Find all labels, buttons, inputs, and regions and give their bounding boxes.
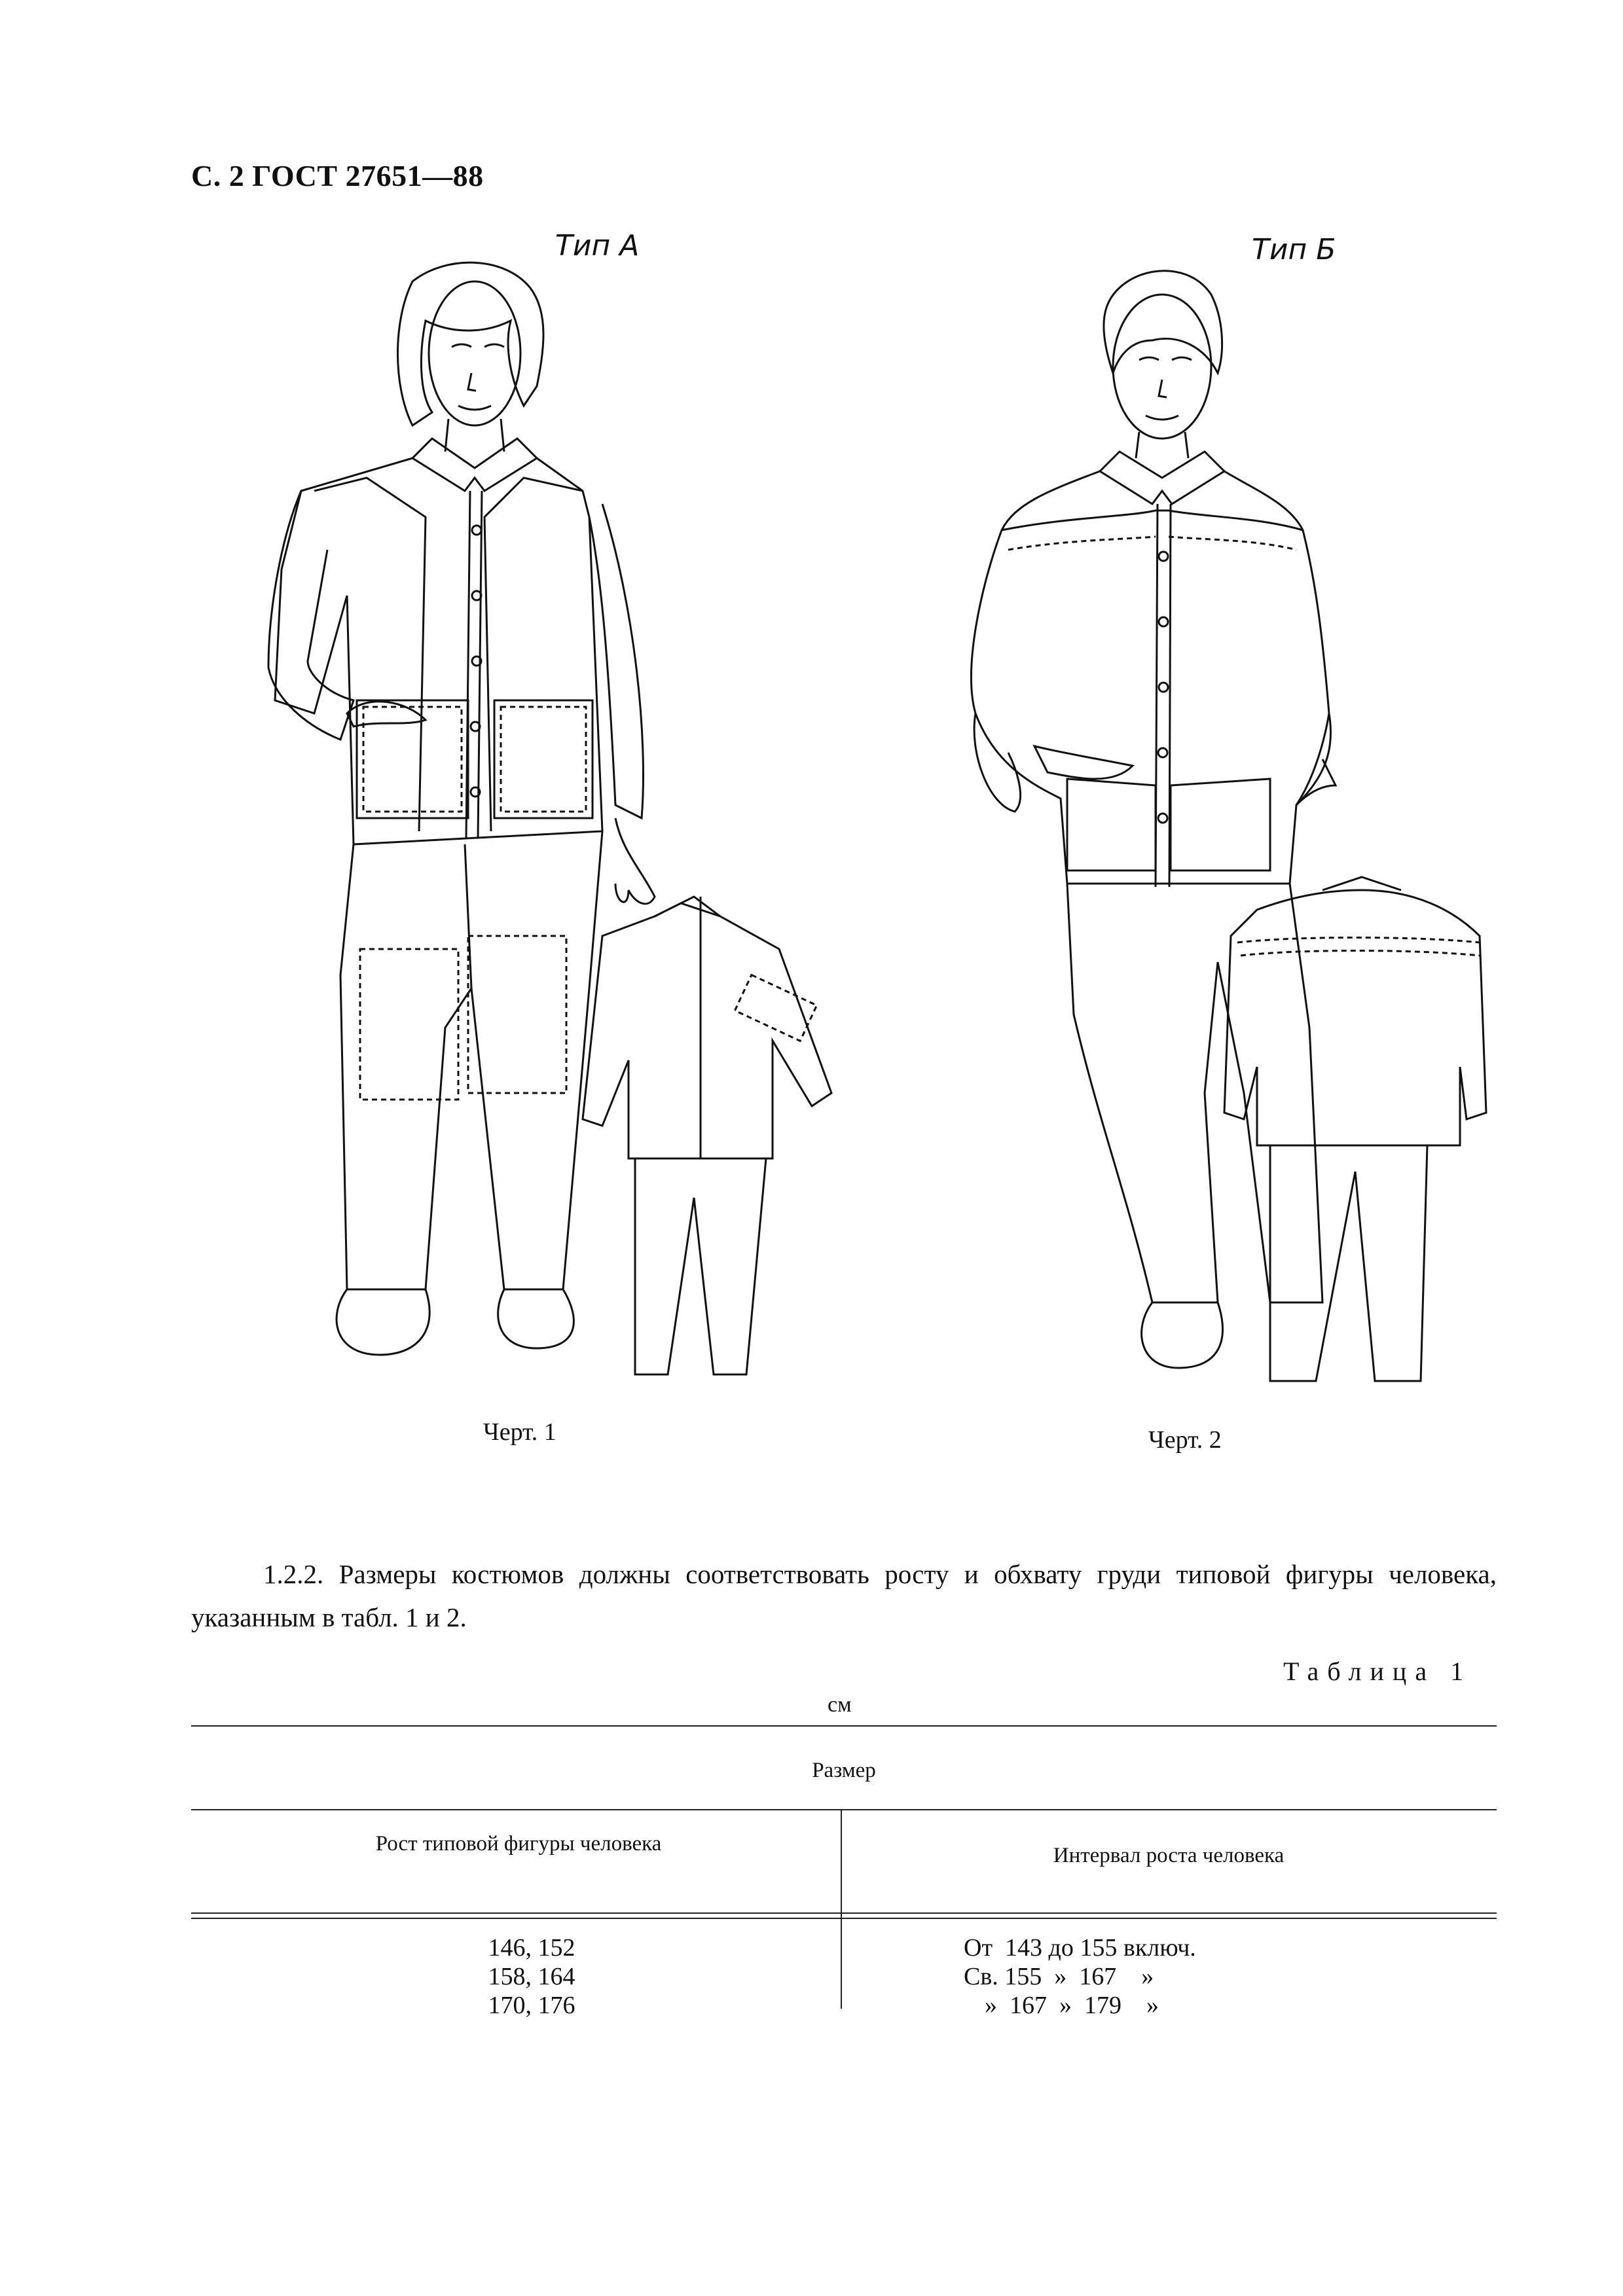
figure-2-caption: Черт. 2 — [1148, 1426, 1222, 1454]
figure-1-caption: Черт. 1 — [483, 1418, 556, 1446]
type-b-label: Тип Б — [1252, 233, 1336, 266]
table-cell-interval-row-2: Св. 155 » 167 » — [964, 1963, 1154, 1990]
table-column-header-interval: Интервал роста человека — [1053, 1844, 1285, 1867]
table-unit: см — [828, 1693, 852, 1717]
table-caption: Таблица 1 — [1283, 1657, 1472, 1686]
table-column-divider — [841, 1809, 842, 2009]
body-paragraph: 1.2.2. Размеры костюмов должны соответствовать росту и обхвату груди типовой фигуры человека, указанным в табл. 1 и 2. — [191, 1559, 1497, 1632]
figure-1-illustration — [196, 242, 851, 1420]
table-double-rule-bottom — [191, 1918, 1497, 1919]
table-double-rule-top — [191, 1912, 1497, 1914]
type-a-label: Тип А — [555, 229, 640, 262]
table-cell-interval-row-1: От 143 до 155 включ. — [964, 1934, 1196, 1962]
table-cell-height-row-2: 158, 164 — [488, 1963, 575, 1990]
table-cell-height-row-3: 170, 176 — [488, 1992, 575, 2019]
table-header-rule — [191, 1809, 1497, 1810]
table-column-header-height: Рост типовой фигуры человека — [375, 1832, 662, 1856]
page-header: С. 2 ГОСТ 27651—88 — [191, 159, 484, 192]
table-cell-height-row-1: 146, 152 — [488, 1934, 575, 1962]
table-cell-interval-row-3: » 167 » 179 » — [985, 1992, 1159, 2019]
figure-2-illustration — [903, 242, 1558, 1420]
table-group-header: Размер — [812, 1759, 876, 1782]
table-top-rule — [191, 1725, 1497, 1727]
